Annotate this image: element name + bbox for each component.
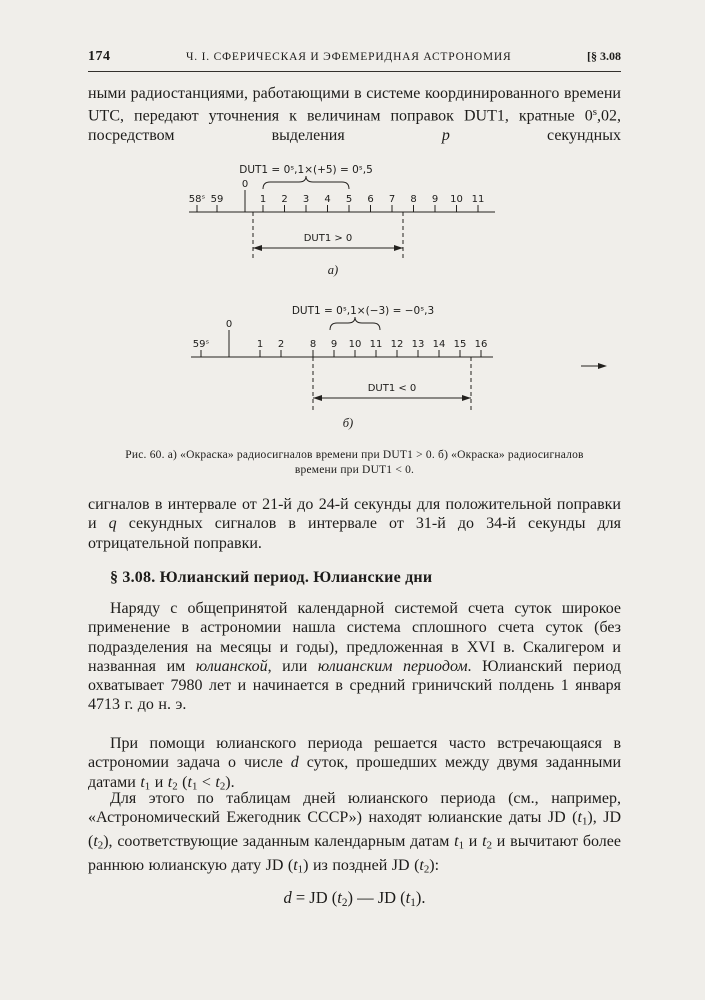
tick-label: 1 (259, 194, 267, 205)
tick-label: 2 (281, 194, 288, 205)
tick-label: 9 (431, 194, 439, 205)
section-heading: § 3.08. Юлианский период. Юлианские дни (110, 569, 433, 586)
figure-diagram-b (183, 300, 613, 432)
tick-label: 11 (471, 194, 485, 205)
tick-label: 12 (390, 339, 404, 350)
page-header (88, 49, 621, 65)
dut1-formula-b: DUT1 = 0ˢ,1×(−3) = −0ˢ,3 (291, 305, 435, 317)
tick-label: 3 (302, 194, 310, 205)
tick-label: 9 (330, 339, 338, 350)
tick-label: 11 (369, 339, 383, 350)
tick-label: 4 (324, 194, 331, 205)
paragraph-after-figure: сигналов в интервале от 21-й до 24-й секунды для положительной поправки и q секундных сигналов в интервале от 31-й до 34-й секунды для отрицательной поправки. (88, 496, 622, 552)
tick-label: 59ˢ (192, 339, 210, 350)
brace-a (263, 176, 349, 189)
tick-label: 15 (453, 339, 467, 350)
tick-label: 2 (277, 339, 285, 350)
page-number: 174 (88, 49, 111, 64)
arrowhead-right-b (462, 395, 471, 401)
julian-day-formula: d = JD $(t_2)$ — JD $(t_1)$. (283, 888, 426, 909)
header-title: Ч. I. СФЕРИЧЕСКАЯ И ЭФЕМЕРИДНАЯ АСТРОНОМИЯ (185, 51, 512, 63)
tick-label: 16 (474, 339, 488, 350)
header-section-ref: [§ 3.08 (586, 49, 621, 63)
tick-marks-a (197, 205, 478, 212)
range-label-b: DUT1 < 0 (367, 383, 417, 394)
tick-label: 8 (410, 194, 417, 205)
header-rule (88, 71, 621, 72)
figure-diagram-a (183, 160, 519, 280)
tick-label: 8 (309, 339, 317, 350)
tick-marks-b (201, 350, 481, 357)
paragraph-intro: ными радиостанциями, работающими в системе координированного времени UTC, передают уточнения к величинам поправок DUT1, кратные 0$^s$,02, посредством выделения p секундных (88, 85, 621, 145)
paragraph-julian-tables: Для этого по таблицам дней юлианского периода (см., например, «Астрономический Ежегодник СССР») находят юлианские даты JD $(t_1)$, JD $(t_2)$, соответствующие заданным календарным датам $t_1$ и $t_2$ и вычитают более раннюю юлианскую дату JD $(t_1)$ из поздней JD $(t_2)$: (88, 790, 622, 877)
tick-label: 59 (210, 194, 224, 205)
figure-sublabel-a: а) (327, 263, 339, 277)
figure-caption-line2: времени при DUT1 < 0. (294, 463, 415, 476)
margin-arrow-head (598, 363, 607, 369)
tick-label: 58ˢ (188, 194, 206, 205)
paragraph-julian-task: При помощи юлианского периода решается часто встречающаяся в астрономии задача о числе d суток, прошедших между двумя заданными датами $t_1$ и $t_2$ $(t_1 < t_2)$. (88, 735, 622, 793)
figure-sublabel-b: б) (342, 416, 354, 430)
tick-label: 10 (348, 339, 362, 350)
tick-label: 10 (450, 194, 463, 205)
dut1-formula-a: DUT1 = 0ˢ,1×(+5) = 0ˢ,5 (239, 164, 373, 176)
arrowhead-left-b (313, 395, 322, 401)
range-label-a: DUT1 > 0 (303, 233, 353, 244)
tick-label: 6 (367, 194, 374, 205)
arrowhead-right-a (394, 245, 403, 251)
paragraph-julian-intro: Наряду с общепринятой календарной системой счета суток широкое применение в астрономии нашла система сплошного счета суток (без подразделения на месяцы и годы), предложенная в XVI в. Скалигером и названная им юлианской, или юлианским периодом. Юлианский период охватывает 7980 лет и начинается в средний гриничский полдень 1 января 4713 г. до н. э. (88, 600, 622, 714)
zero-label-b: 0 (225, 319, 233, 330)
tick-label: 13 (411, 339, 425, 350)
figure-caption (88, 448, 621, 477)
arrowhead-left-a (253, 245, 262, 251)
tick-label: 7 (388, 194, 396, 205)
zero-label-a: 0 (241, 179, 249, 190)
figure-caption-line1: Рис. 60. а) «Окраска» радиосигналов времени при DUT1 > 0. б) «Окраска» радиосигналов (125, 449, 584, 461)
tick-label: 5 (345, 194, 353, 205)
tick-label: 14 (432, 339, 446, 350)
tick-label: 1 (256, 339, 264, 350)
brace-b (330, 317, 380, 330)
